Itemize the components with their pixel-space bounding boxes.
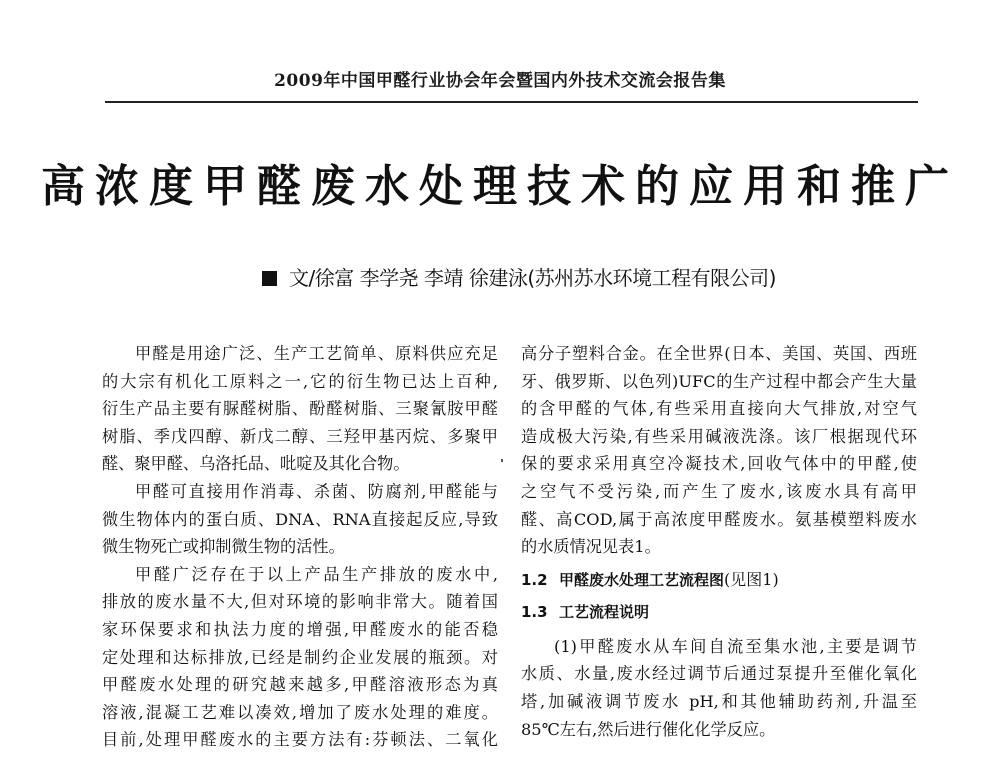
figure-reference: (见图1): [724, 569, 779, 589]
section-heading-1-2: [521, 565, 917, 595]
paragraph-line: 水质、水量,废水经过调节后通过泵提升至催化氧化: [521, 664, 917, 684]
paragraph-line: 甲醛是用途广泛、生产工艺简单、原料供应充足: [135, 344, 498, 363]
left-column: [102, 340, 498, 754]
paragraph-line: 定处理和达标排放,已经是制约企业发展的瓶颈。对: [102, 647, 498, 667]
square-bullet-icon: [262, 271, 277, 286]
paragraph-line: 醛、聚甲醛、乌洛托品、吡啶及其化合物。: [102, 454, 410, 474]
paragraph-line: 的水质情况见表1。: [521, 537, 661, 557]
paragraph-line: 牙、俄罗斯、以色列)UFC的生产过程中都会产生大量: [521, 371, 917, 391]
byline-authors: 徐富 李学尧 李靖 徐建泳: [314, 266, 528, 290]
section-title: 工艺流程说明: [559, 602, 650, 621]
byline: [262, 262, 776, 291]
header-rule: [105, 101, 918, 103]
section-number: 1.3: [521, 602, 548, 621]
byline-prefix: 文/: [289, 266, 315, 290]
article-title: 高浓度甲醛废水处理技术的应用和推广: [41, 161, 959, 212]
paragraph-line: (1)甲醛废水从车间自流至集水池,主要是调节: [554, 636, 917, 656]
paragraph-line: 塔,加碱液调节废水 pH,和其他辅助药剂,升温至: [521, 691, 917, 711]
paragraph-line: 溶液,混凝工艺难以凑效,增加了废水处理的难度。: [102, 702, 498, 722]
paragraph-line: 醛、高COD,属于高浓度甲醛废水。氨基模塑料废水: [521, 509, 917, 529]
paragraph-line: 的含甲醛的气体,有些采用直接向大气排放,对空气: [521, 399, 917, 419]
section-title: 甲醛废水处理工艺流程图: [559, 570, 725, 589]
running-header: 2009年中国甲醛行业协会年会暨国内外技术交流会报告集: [274, 71, 726, 91]
scan-artifact: [501, 459, 503, 462]
right-column: [521, 340, 917, 743]
paragraph-line: 微生物死亡或抑制微生物的活性。: [102, 537, 345, 557]
paragraph-line: 衍生产品主要有脲醛树脂、酚醛树脂、三聚氰胺甲醛: [102, 399, 498, 419]
paragraph-line: 之空气不受污染,而产生了废水,该废水具有高甲: [521, 481, 917, 501]
paragraph-line: 造成极大污染,有些采用碱液洗涤。该厂根据现代环: [521, 426, 917, 446]
section-heading-1-3: [521, 597, 917, 627]
byline-affiliation: (苏州苏水环境工程有限公司): [527, 266, 776, 290]
paragraph-line: 微生物体内的蛋白质、DNA、RNA直接起反应,导致: [102, 509, 498, 529]
paragraph-line: 甲醛可直接用作消毒、杀菌、防腐剂,甲醛能与: [135, 481, 498, 501]
paragraph-line: 排放的废水量不大,但对环境的影响非常大。随着国: [102, 592, 498, 612]
paragraph-line: 目前,处理甲醛废水的主要方法有:芬顿法、二氧化: [102, 730, 498, 750]
paragraph-line: 85℃左右,然后进行催化化学反应。: [521, 719, 776, 739]
paragraph-line: 甲醛广泛存在于以上产品生产排放的废水中,: [135, 564, 498, 584]
paragraph-line: 甲醛废水处理的研究越来越多,甲醛溶液形态为真: [102, 675, 498, 695]
paragraph-line: 高分子塑料合金。在全世界(日本、美国、英国、西班: [521, 344, 917, 363]
paragraph-line: 的大宗有机化工原料之一,它的衍生物已达上百种,: [102, 371, 498, 391]
paragraph-line: 树脂、季戊四醇、新戊二醇、三羟甲基丙烷、多聚甲: [102, 426, 498, 446]
section-number: 1.2: [521, 570, 548, 589]
paragraph-line: 保的要求采用真空冷凝技术,回收气体中的甲醛,使: [521, 454, 917, 474]
paragraph-line: 家环保要求和执法力度的增强,甲醛废水的能否稳: [102, 619, 498, 639]
